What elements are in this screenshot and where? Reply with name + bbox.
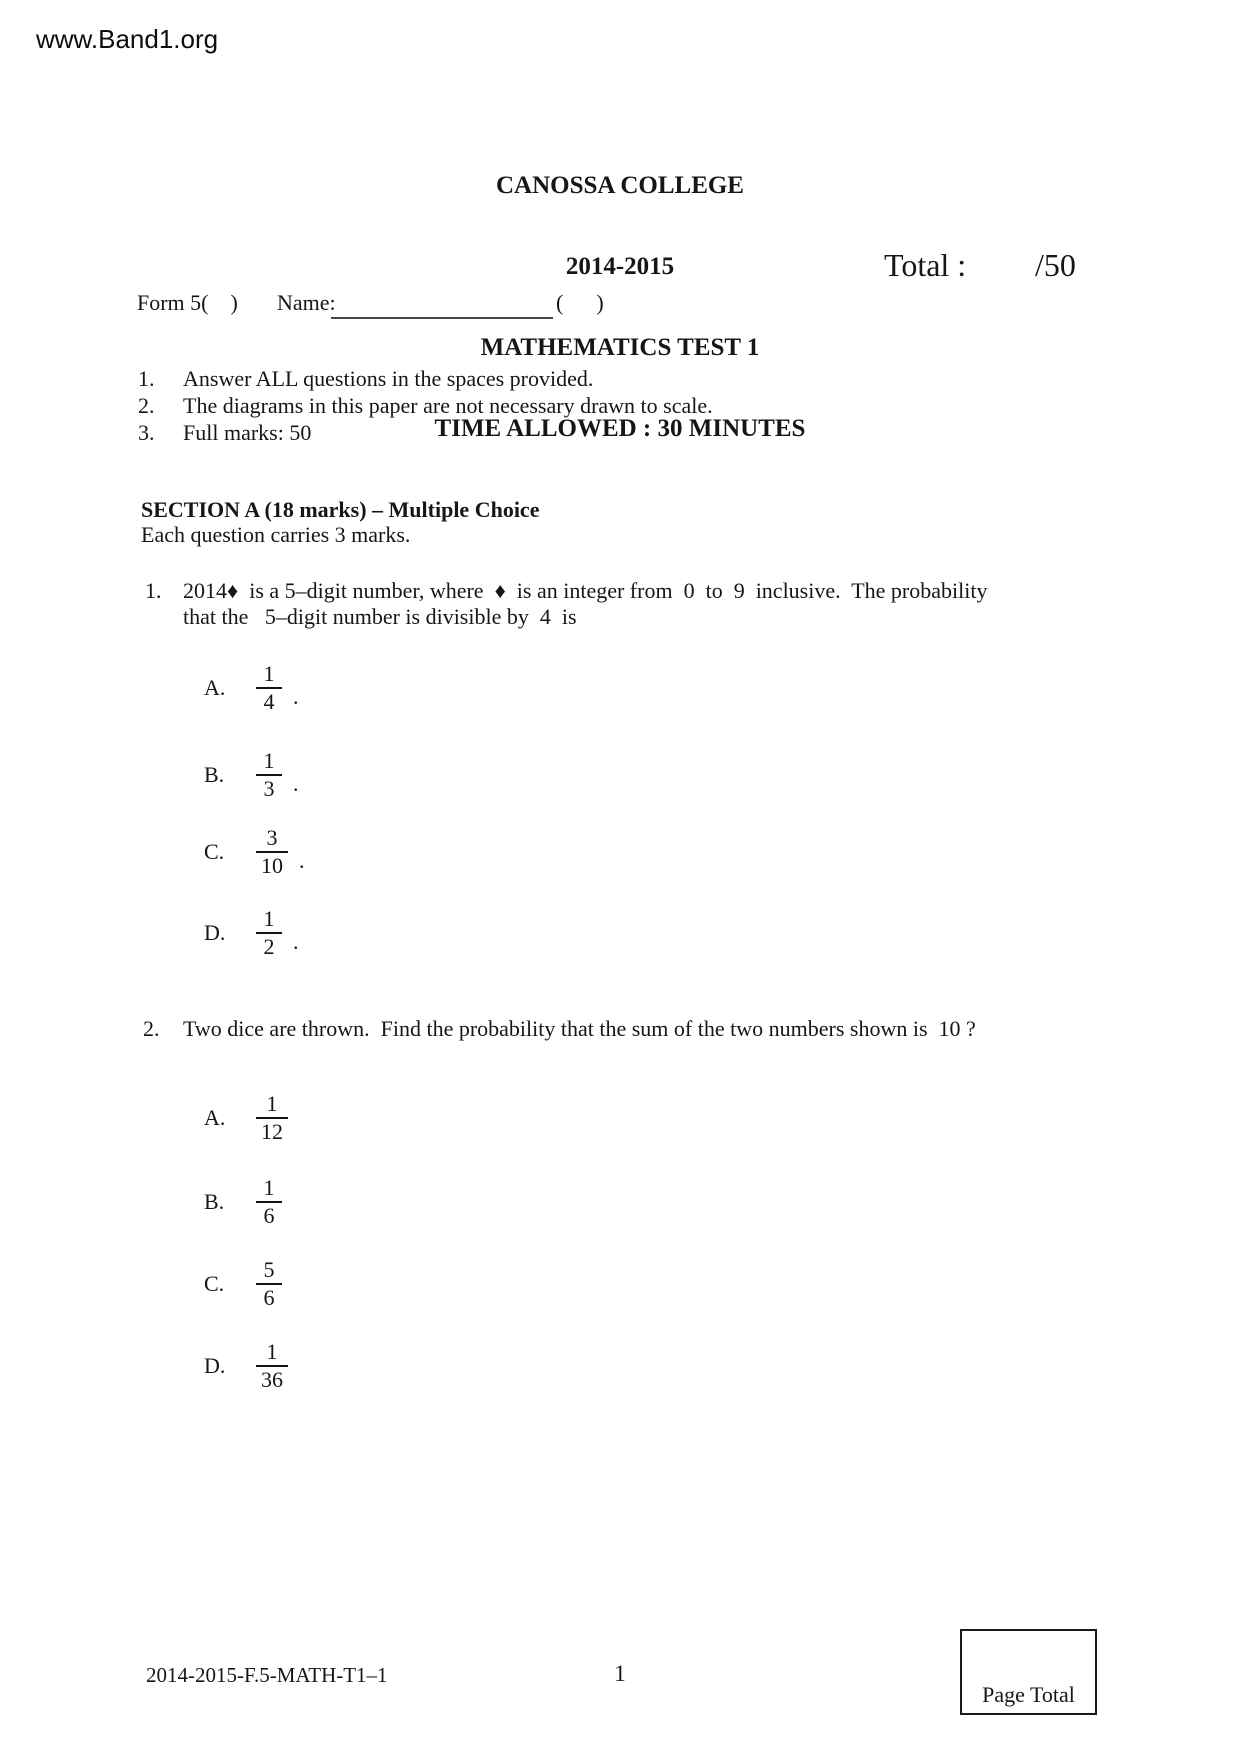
option-label: D. (204, 1353, 226, 1378)
fraction-denominator: 12 (261, 1119, 283, 1144)
instruction-number: 3. (138, 420, 155, 445)
question-1-option-c (204, 827, 305, 877)
name-underline (331, 290, 553, 319)
fraction-denominator: 10 (261, 853, 283, 878)
fraction (256, 1093, 288, 1143)
fraction-numerator: 1 (263, 906, 275, 931)
option-suffix: . (293, 929, 299, 954)
option-suffix: . (299, 848, 305, 873)
option-label: C. (204, 839, 225, 864)
fraction-numerator: 5 (263, 1257, 275, 1282)
form-class-label: Form 5( ) (137, 290, 238, 315)
fraction (256, 663, 282, 713)
time-allowed: TIME ALLOWED : 30 MINUTES (434, 415, 806, 442)
fraction-numerator: 3 (266, 825, 278, 850)
instruction-text: The diagrams in this paper are not necessary drawn to scale. (183, 393, 713, 418)
fraction-numerator: 1 (263, 1175, 275, 1200)
option-label: A. (204, 1105, 226, 1130)
fraction-denominator: 6 (263, 1285, 275, 1310)
fraction-denominator: 6 (263, 1203, 275, 1228)
instruction-text: Full marks: 50 (183, 420, 312, 445)
fraction-denominator: 4 (263, 689, 275, 714)
page-total-label: Page Total (982, 1682, 1075, 1707)
document-code: 2014-2015-F.5-MATH-T1–1 (146, 1663, 388, 1687)
question-2-option-b (204, 1177, 293, 1227)
option-label: B. (204, 1189, 225, 1214)
question-1-option-d (204, 908, 299, 958)
fraction (256, 1341, 288, 1391)
question-2-option-c (204, 1259, 293, 1309)
fraction (256, 1259, 282, 1309)
option-suffix: . (293, 771, 299, 796)
option-suffix: . (293, 684, 299, 709)
fraction (256, 1177, 282, 1227)
fraction (256, 908, 282, 958)
class-number-parens: ( ) (556, 290, 604, 315)
fraction-denominator: 3 (263, 776, 275, 801)
question-2-number: 2. (143, 1016, 160, 1041)
question-1-option-b (204, 750, 299, 800)
section-a-subheading: Each question carries 3 marks. (141, 522, 411, 547)
option-label: C. (204, 1271, 225, 1296)
school-name: CANOSSA COLLEGE (496, 172, 744, 199)
question-1-number: 1. (145, 578, 162, 603)
site-watermark: www.Band1.org (36, 24, 219, 54)
fraction-denominator: 36 (261, 1367, 283, 1392)
page-total-box (960, 1629, 1097, 1715)
question-1-option-a (204, 663, 299, 713)
total-score-blank: /50 (1035, 247, 1076, 283)
fraction-numerator: 1 (263, 748, 275, 773)
instruction-number: 1. (138, 366, 155, 391)
fraction (256, 750, 282, 800)
question-2-text: Two dice are thrown. Find the probability that the sum of the two numbers shown is 10 ? (183, 1016, 976, 1041)
question-1-text-line-1: 2014♦ is a 5–digit number, where ♦ is an integer from 0 to 9 inclusive. The probability (183, 578, 988, 603)
total-label: Total : (884, 247, 967, 283)
instruction-number: 2. (138, 393, 155, 418)
test-title: MATHEMATICS TEST 1 (480, 334, 760, 361)
school-year: 2014-2015 (565, 253, 675, 280)
fraction (256, 827, 288, 877)
fraction-numerator: 1 (263, 661, 275, 686)
option-label: D. (204, 920, 226, 945)
fraction-numerator: 1 (266, 1091, 278, 1116)
fraction-denominator: 2 (263, 934, 275, 959)
name-label: Name: (277, 290, 336, 315)
question-2-option-d (204, 1341, 299, 1391)
option-label: A. (204, 675, 226, 700)
question-2-option-a (204, 1093, 299, 1143)
page-number: 1 (614, 1661, 626, 1686)
section-a-heading: SECTION A (18 marks) – Multiple Choice (141, 497, 540, 522)
instruction-text: Answer ALL questions in the spaces provided. (183, 366, 594, 391)
option-label: B. (204, 762, 225, 787)
question-1-text-line-2: that the 5–digit number is divisible by 4 is (183, 604, 577, 629)
fraction-numerator: 1 (266, 1339, 278, 1364)
